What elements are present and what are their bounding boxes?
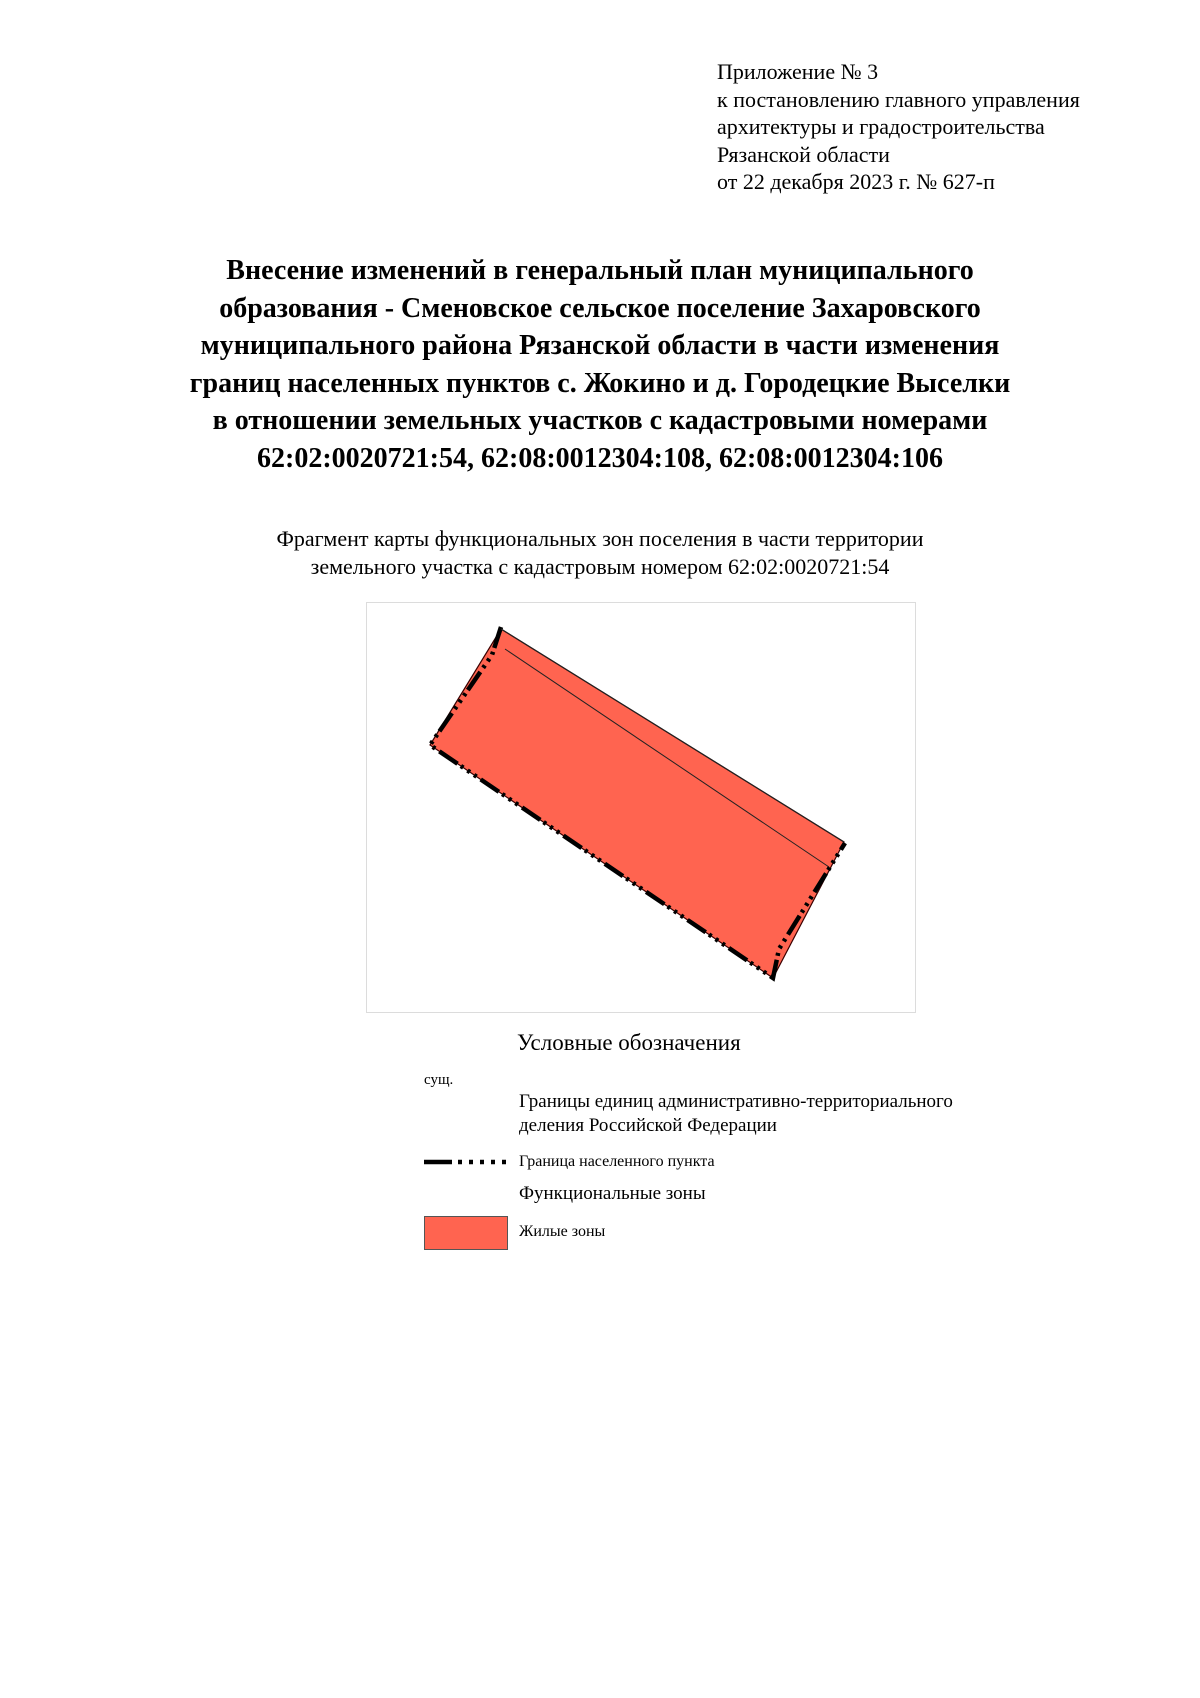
legend-functional-zones-heading: Функциональные зоны bbox=[519, 1183, 706, 1204]
legend-title: Условные обозначения bbox=[517, 1030, 741, 1055]
title-line: 62:02:0020721:54, 62:08:0012304:108, 62:08:0012304:106 bbox=[257, 442, 943, 474]
appendix-line-3: архитектуры и градостроительства bbox=[717, 114, 1045, 139]
legend-settlement-boundary-label: Граница населенного пункта bbox=[519, 1153, 715, 1170]
appendix-header bbox=[717, 58, 1177, 196]
subtitle-line: земельного участка с кадастровым номером 62:02:0020721:54 bbox=[310, 554, 890, 579]
subtitle-line: Фрагмент карты функциональных зон поселения в части территории bbox=[276, 526, 924, 551]
map-fragment bbox=[366, 602, 916, 1013]
legend-residential-zone-label: Жилые зоны bbox=[519, 1223, 606, 1240]
legend-admin-line: Границы единиц административно-территориального bbox=[519, 1091, 953, 1112]
title-line: образования - Сменовское сельское поселение Захаровского bbox=[219, 292, 981, 324]
appendix-line-2: к постановлению главного управления bbox=[717, 86, 1080, 112]
document-title bbox=[100, 252, 1100, 477]
appendix-date: от 22 декабря 2023 г. № 627-п bbox=[717, 169, 995, 194]
title-line: Внесение изменений в генеральный план муниципального bbox=[226, 255, 974, 286]
appendix-number: Приложение № 3 bbox=[717, 59, 879, 84]
map-svg bbox=[367, 603, 917, 1014]
legend-existing-label: сущ. bbox=[424, 1072, 454, 1088]
title-line: муниципального района Рязанской области в части изменения bbox=[200, 330, 1000, 361]
legend-admin-line: деления Российской Федерации bbox=[519, 1115, 777, 1136]
settlement-boundary-symbol bbox=[424, 1157, 510, 1167]
map-subtitle bbox=[150, 525, 1050, 581]
appendix-line-4: Рязанской области bbox=[717, 141, 890, 167]
title-line: границ населенных пунктов с. Жокино и д. Городецкие Выселки bbox=[189, 367, 1011, 399]
legend-admin-boundary bbox=[519, 1090, 953, 1138]
residential-zone-swatch bbox=[424, 1216, 508, 1250]
title-line: в отношении земельных участков с кадастровыми номерами bbox=[212, 405, 988, 436]
